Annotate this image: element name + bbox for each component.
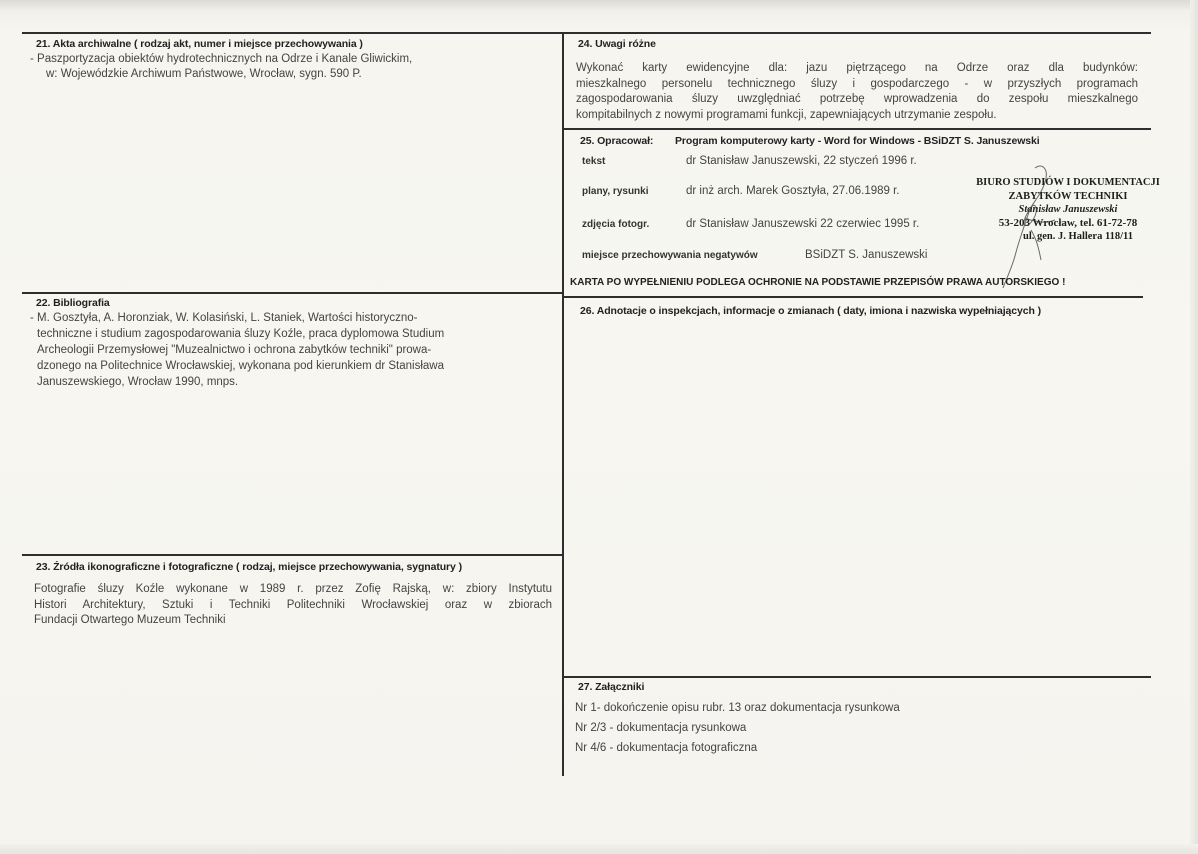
section-23-line-2: Histori Architektury, Sztuki i Techniki Politechniki Wrocławskiej oraz w zbiorach bbox=[34, 598, 552, 611]
rule-26-27 bbox=[563, 676, 1151, 678]
section-22-line-3: Archeologii Przemysłowej "Muzealnictwo i ochrona zabytków techniki" prowa- bbox=[37, 344, 432, 356]
value-plans-drawings: dr inż arch. Marek Gosztyła, 27.06.1989 r. bbox=[686, 185, 900, 197]
stamp-line-2: ZABYTKÓW TECHNIKI bbox=[1008, 190, 1128, 202]
section-21-line-1: - Paszportyzacja obiektów hydrotechnicznych na Odrze i Kanale Gliwickim, bbox=[30, 53, 413, 65]
value-text-author: dr Stanisław Januszewski, 22 styczeń 1996 r. bbox=[686, 155, 917, 167]
scan-edge-bottom bbox=[0, 844, 1198, 854]
section-23-body bbox=[34, 582, 552, 629]
section-26-title: 26. Adnotacje o inspekcjach, informacje o zmianach ( daty, imiona i nazwiska wypełniających ) bbox=[580, 305, 1042, 317]
signature-icon bbox=[995, 160, 1065, 290]
section-22-line-1: - M. Gosztyła, A. Horonziak, W. Kolasiński, L. Staniek, Wartości historyczno- bbox=[30, 312, 418, 324]
attachment-2: Nr 2/3 - dokumentacja rysunkowa bbox=[575, 722, 747, 734]
section-21-title: 21. Akta archiwalne ( rodzaj akt, numer i miejsce przechowywania ) bbox=[36, 38, 363, 50]
value-photos: dr Stanisław Januszewski 22 czerwiec 1995 r. bbox=[686, 218, 920, 230]
section-22-line-5: Januszewskiego, Wrocław 1990, mnps. bbox=[37, 376, 239, 388]
label-negatives-storage: miejsce przechowywania negatywów bbox=[582, 250, 758, 261]
section-24-line-2: mieszkalnego personelu technicznego śluzy i gospodarczego - w przyszłych programach bbox=[576, 77, 1138, 90]
stamp-line-3: Stanisław Januszewski bbox=[1018, 204, 1118, 215]
top-rule-right bbox=[563, 32, 1151, 34]
rule-25-26 bbox=[563, 296, 1143, 298]
section-23-line-1: Fotografie śluzy Koźle wykonane w 1989 r. przez Zofię Rajską, w: zbiory Instytutu bbox=[34, 583, 552, 595]
section-24-line-4: kompitabilnych z nowymi programami funkcji, zapewniających utrzymanie zespołu. bbox=[576, 108, 997, 121]
attachment-1: Nr 1- dokończenie opisu rubr. 13 oraz dokumentacja rysunkowa bbox=[575, 702, 900, 714]
section-24-title: 24. Uwagi różne bbox=[578, 38, 656, 50]
top-rule-left bbox=[22, 32, 563, 34]
stamp-line-5: ul. gen. J. Hallera 118/11 bbox=[1023, 231, 1133, 242]
column-divider bbox=[562, 32, 564, 776]
value-negatives-storage: BSiDZT S. Januszewski bbox=[805, 249, 928, 261]
stamp-line-1: BIURO STUDIÓW I DOKUMENTACJI bbox=[976, 177, 1160, 188]
rule-22-23 bbox=[22, 554, 563, 556]
scan-edge-top bbox=[0, 0, 1198, 10]
label-plans-drawings: plany, rysunki bbox=[582, 186, 649, 197]
section-25-program: Program komputerowy karty - Word for Windows - BSiDZT S. Januszewski bbox=[675, 135, 1040, 147]
section-22-line-4: dzonego na Politechnice Wrocławskiej, wykonana pod kierunkiem dr Stanisława bbox=[37, 360, 444, 372]
rule-21-22 bbox=[22, 292, 563, 294]
section-22-title: 22. Bibliografia bbox=[36, 297, 110, 309]
scan-edge-right bbox=[1190, 0, 1198, 854]
rule-24-25 bbox=[563, 128, 1151, 130]
section-25-title: 25. Opracował: bbox=[580, 135, 654, 147]
copyright-notice: KARTA PO WYPEŁNIENIU PODLEGA OCHRONIE NA PODSTAWIE PRZEPISÓW PRAWA AUTORSKIEGO ! bbox=[570, 277, 1066, 288]
section-22-line-2: techniczne i studium zagospodarowania śluzy Koźle, praca dyplomowa Studium bbox=[37, 328, 445, 340]
section-23-line-3: Fundacji Otwartego Muzeum Techniki bbox=[34, 614, 226, 626]
label-text-author: tekst bbox=[582, 156, 606, 167]
label-photos: zdjęcia fotogr. bbox=[582, 219, 650, 230]
section-24-line-1: Wykonać karty ewidencyjne dla: jazu piętrzącego na Odrze oraz dla budynków: bbox=[576, 62, 1138, 74]
stamp-line-4: 53-203 Wrocław, tel. 61-72-78 bbox=[998, 216, 1138, 229]
section-21-line-2: w: Wojewódzkie Archiwum Państwowe, Wrocław, sygn. 590 P. bbox=[46, 68, 362, 80]
attachment-3: Nr 4/6 - dokumentacja fotograficzna bbox=[575, 742, 758, 754]
section-24-body bbox=[576, 61, 1138, 123]
section-23-title: 23. Źródła ikonograficzne i fotograficzne ( rodzaj, miejsce przechowywania, sygnatury ) bbox=[36, 561, 462, 573]
section-27-title: 27. Załączniki bbox=[578, 681, 645, 693]
section-24-line-3: zagospodarowania śluzy uwzględniać potrzebę wprowadzenia do zespołu mieszkalnego bbox=[576, 93, 1138, 105]
